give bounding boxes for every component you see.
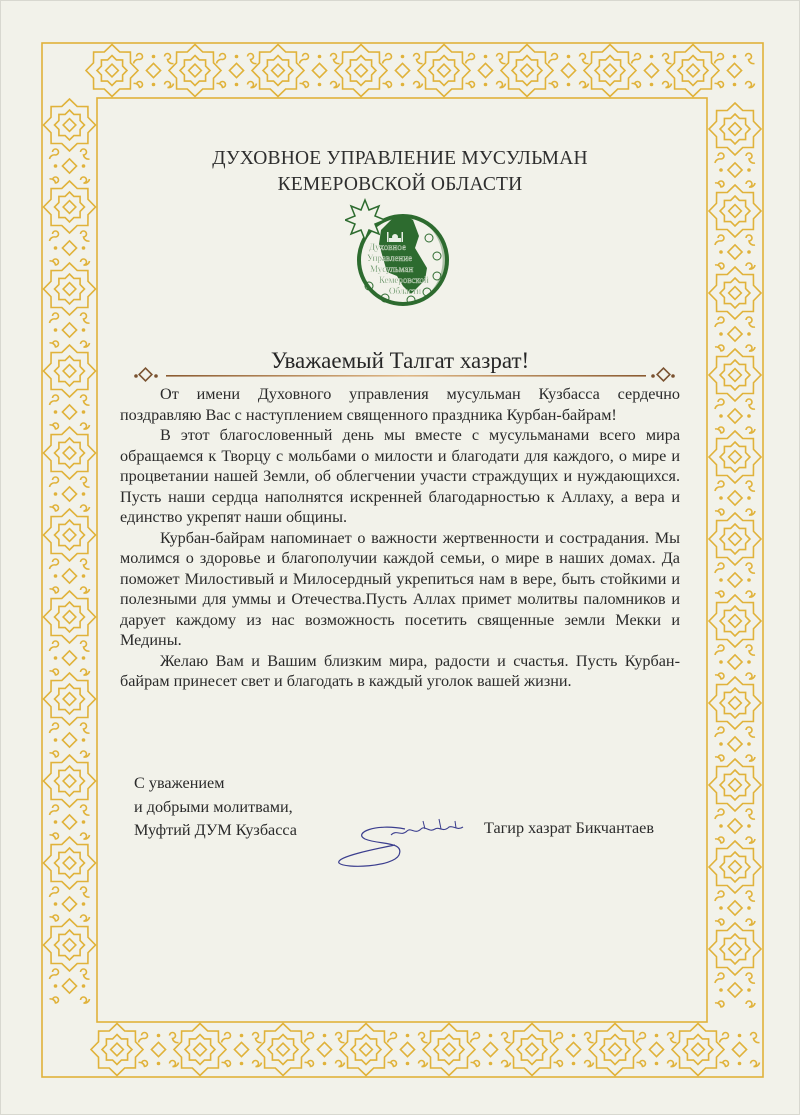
signer-title: Муфтий ДУМ Кузбасса bbox=[134, 821, 297, 839]
diamond-scroll-icon bbox=[715, 481, 755, 515]
star-tile-icon bbox=[44, 837, 96, 889]
star-tile-icon bbox=[44, 427, 96, 479]
star-tile-icon bbox=[709, 267, 761, 319]
diamond-scroll-icon bbox=[715, 973, 755, 1007]
diamond-scroll-icon bbox=[50, 805, 90, 839]
divider-line bbox=[166, 375, 646, 377]
diamond-scroll-icon bbox=[388, 1033, 428, 1067]
star-tile-icon bbox=[506, 1024, 558, 1076]
diamond-scroll-icon bbox=[554, 1033, 594, 1067]
paragraph-2: В этот благословенный день мы вместе с мусульманами всего мира обращаемся к Творцу с мольбами о милости и благодати для каждого, о мире и процветании нашей Земли, об облегчении участи страждущих и нуждающихся. Пусть наши сердца наполнятся искренней благодарностью к Аллаху, а вера и единство укрепят наши общины. bbox=[120, 426, 680, 526]
star-tile-icon bbox=[44, 263, 96, 315]
diamond-scroll-icon bbox=[715, 235, 755, 269]
diamond-scroll-icon bbox=[715, 317, 755, 351]
diamond-scroll-icon bbox=[715, 809, 755, 843]
diamond-scroll-icon bbox=[50, 477, 90, 511]
star-tile-icon bbox=[709, 513, 761, 565]
emblem-text-line1: Духовное bbox=[369, 242, 406, 252]
star-tile-icon bbox=[169, 45, 221, 97]
diamond-scroll-icon bbox=[715, 563, 755, 597]
star-tile-icon bbox=[584, 45, 636, 97]
diamond-scroll-icon bbox=[632, 54, 672, 88]
star-tile-icon bbox=[91, 1024, 143, 1076]
diamond-scroll-icon bbox=[715, 727, 755, 761]
diamond-scroll-icon bbox=[300, 54, 340, 88]
signer-name: Тагир хазрат Бикчантаев bbox=[484, 819, 655, 837]
organization-title-line1: ДУХОВНОЕ УПРАВЛЕНИЕ МУСУЛЬМАН bbox=[212, 148, 588, 169]
closing-line-1: С уважением bbox=[134, 774, 225, 792]
star-tile-icon bbox=[423, 1024, 475, 1076]
diamond-scroll-icon bbox=[471, 1033, 511, 1067]
diamond-scroll-icon bbox=[715, 399, 755, 433]
star-tile-icon bbox=[709, 595, 761, 647]
star-tile-icon bbox=[44, 591, 96, 643]
star-tile-icon bbox=[709, 759, 761, 811]
diamond-scroll-icon bbox=[50, 313, 90, 347]
star-tile-icon bbox=[672, 1024, 724, 1076]
emblem-text-line4: Кемеровской bbox=[379, 275, 429, 285]
diamond-scroll-icon bbox=[217, 54, 257, 88]
star-tile-icon bbox=[709, 841, 761, 893]
paragraph-3: Курбан-байрам напоминает о важности жертвенности и сострадания. Мы молимся о здоровье и благополучии каждой семьи, о мире в наших домах. Да поможет Милостивый и Милосердный укрепиться нам в вере, быть стойкими и полезными для уммы и Отечества.Пусть Аллах примет молитвы паломников и дарует каждому из нас возможность посетить священные земли Мекки и Медины. bbox=[120, 528, 680, 649]
star-tile-icon bbox=[44, 755, 96, 807]
diamond-scroll-icon bbox=[637, 1033, 677, 1067]
star-tile-icon bbox=[335, 45, 387, 97]
star-tile-icon bbox=[501, 45, 553, 97]
organization-title-line2: КЕМЕРОВСКОЙ ОБЛАСТИ bbox=[277, 174, 523, 195]
star-tile-icon bbox=[709, 677, 761, 729]
diamond-scroll-icon bbox=[134, 54, 174, 88]
star-tile-icon bbox=[252, 45, 304, 97]
letter-body bbox=[120, 384, 680, 692]
star-tile-icon bbox=[709, 923, 761, 975]
diamond-scroll-icon bbox=[715, 891, 755, 925]
paragraph-4: Желаю Вам и Вашим близким мира, радости и счастья. Пусть Курбан-байрам принесет свет и благодать в каждый уголок вашей жизни. bbox=[120, 651, 680, 690]
star-tile-icon bbox=[44, 673, 96, 725]
emblem-text-line3: Мусульман bbox=[370, 264, 414, 274]
diamond-scroll-icon bbox=[50, 395, 90, 429]
star-tile-icon bbox=[589, 1024, 641, 1076]
diamond-scroll-icon bbox=[50, 887, 90, 921]
star-tile-icon bbox=[86, 45, 138, 97]
diamond-scroll-icon bbox=[50, 723, 90, 757]
emblem-text-line5: Области bbox=[389, 286, 422, 296]
diamond-scroll-icon bbox=[305, 1033, 345, 1067]
diamond-scroll-icon bbox=[466, 54, 506, 88]
diamond-scroll-icon bbox=[383, 54, 423, 88]
diamond-scroll-icon bbox=[139, 1033, 179, 1067]
star-tile-icon bbox=[340, 1024, 392, 1076]
closing-block bbox=[134, 772, 297, 843]
eight-point-star-icon bbox=[345, 200, 385, 240]
star-tile-icon bbox=[709, 431, 761, 483]
closing-line-2: и добрыми молитвами, bbox=[134, 797, 293, 816]
paragraph-1: От имени Духовного управления мусульман Кузбасса сердечно поздравляю Вас с наступлением священного праздника Курбан-байрам! bbox=[120, 385, 680, 424]
star-tile-icon bbox=[44, 919, 96, 971]
diamond-scroll-icon bbox=[549, 54, 589, 88]
handwritten-signature-icon bbox=[335, 815, 485, 870]
diamond-scroll-icon bbox=[715, 54, 755, 88]
diamond-scroll-icon bbox=[50, 559, 90, 593]
emblem-text-line2: Управление bbox=[367, 253, 413, 263]
star-tile-icon bbox=[667, 45, 719, 97]
diamond-scroll-icon bbox=[50, 641, 90, 675]
star-tile-icon bbox=[44, 509, 96, 561]
star-tile-icon bbox=[174, 1024, 226, 1076]
greeting-heading: Уважаемый Талгат хазрат! bbox=[270, 348, 530, 373]
diamond-scroll-icon bbox=[715, 645, 755, 679]
star-tile-icon bbox=[418, 45, 470, 97]
star-tile-icon bbox=[44, 99, 96, 151]
organization-emblem-icon bbox=[345, 198, 455, 308]
diamond-scroll-icon bbox=[720, 1033, 760, 1067]
diamond-scroll-icon bbox=[222, 1033, 262, 1067]
diamond-scroll-icon bbox=[50, 969, 90, 1003]
diamond-scroll-icon bbox=[50, 231, 90, 265]
star-tile-icon bbox=[257, 1024, 309, 1076]
